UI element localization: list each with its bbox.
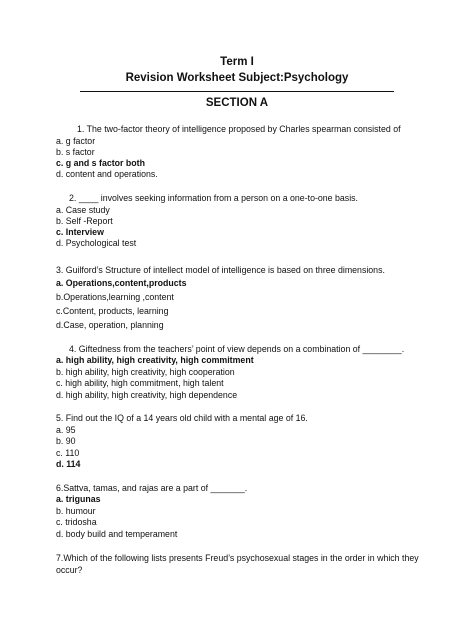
q1-option-b: b. s factor	[56, 147, 95, 157]
title-divider	[80, 91, 394, 92]
question-2: 2. ____ involves seeking information from a person on a one-to-one basis.	[69, 193, 359, 203]
q3-option-a: a. Operations,content,products	[56, 278, 187, 288]
q1-option-c: c. g and s factor both	[56, 158, 145, 168]
q2-option-c: c. Interview	[56, 227, 104, 237]
q4-option-c: c. high ability, high commitment, high talent	[56, 378, 224, 388]
q4-option-b: b. high ability, high creativity, high cooperation	[56, 367, 235, 377]
q2-option-d: d. Psychological test	[56, 238, 137, 248]
q6-option-b: b. humour	[56, 506, 96, 516]
worksheet-title: Revision Worksheet Subject:Psychology	[125, 72, 349, 84]
q3-option-b: b.Operations,learning ,content	[56, 292, 174, 302]
q5-option-b: b. 90	[56, 436, 76, 446]
q4-option-d: d. high ability, high creativity, high dependence	[56, 390, 238, 400]
q5-option-c: c. 110	[56, 448, 80, 458]
q4-option-a: a. high ability, high creativity, high commitment	[56, 355, 254, 365]
question-3: 3. Guilford’s Structure of intellect model of intelligence is based on three dimensions.	[56, 265, 385, 275]
question-4: 4. Giftedness from the teachers’ point of view depends on a combination of ________.	[69, 344, 405, 354]
question-6: 6.Sattva, tamas, and rajas are a part of _______.	[56, 483, 248, 493]
q1-option-a: a. g factor	[56, 136, 96, 146]
q2-option-a: a. Case study	[56, 205, 110, 215]
q3-option-c: c.Content, products, learning	[56, 306, 169, 316]
q1-option-d: d. content and operations.	[56, 169, 158, 179]
q6-option-a: a. trigunas	[56, 494, 101, 504]
question-5: 5. Find out the IQ of a 14 years old child with a mental age of 16.	[56, 413, 308, 423]
section-heading: SECTION A	[205, 97, 269, 109]
q3-option-d: d.Case, operation, planning	[56, 320, 164, 330]
question-1: 1. The two-factor theory of intelligence proposed by Charles spearman consisted of	[77, 124, 401, 134]
q6-option-c: c. tridosha	[56, 517, 97, 527]
q5-option-d: d. 114	[56, 459, 81, 469]
q6-option-d: d. body build and temperament	[56, 529, 178, 539]
q2-option-b: b. Self -Report	[56, 216, 113, 226]
question-7-line-1: 7.Which of the following lists presents Freud’s psychosexual stages in the order in which they	[56, 553, 419, 563]
term-heading: Term I	[220, 56, 254, 68]
question-7-line-2: occur?	[56, 565, 83, 575]
q5-option-a: a. 95	[56, 425, 76, 435]
